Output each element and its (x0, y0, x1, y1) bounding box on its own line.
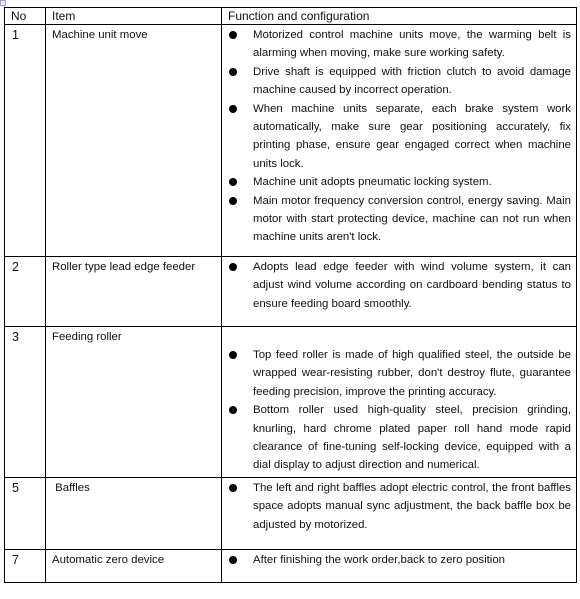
function-bullet: Machine unit adopts pneumatic locking system. (228, 173, 571, 191)
table-row (5, 327, 577, 478)
function-bullet: Main motor frequency conversion control, energy saving. Main motor with start protecting device, machine can not run when machine units aren't lock. (228, 192, 571, 247)
function-bullet: The left and right baffles adopt electric control, the front baffles space adopts manual sync adjustment, the back baffle box be adjusted by motorized. (228, 479, 571, 534)
header-function: Function and configuration (222, 8, 577, 25)
row-number: 3 (5, 327, 46, 478)
table-row (5, 25, 577, 257)
row-number: 7 (5, 550, 46, 583)
table-row (5, 550, 577, 583)
table-header-row (5, 8, 577, 25)
row-item: Feeding roller (46, 327, 222, 478)
header-no: No (5, 8, 46, 25)
row-item: Roller type lead edge feeder (46, 257, 222, 327)
row-functions (222, 478, 577, 550)
function-bullet: Motorized control machine units move, the warming belt is alarming when moving, make sure working safety. (228, 26, 571, 63)
function-bullet: Top feed roller is made of high qualified steel, the outside be wrapped wear-resisting rubber, don't destroy flute, guarantee feeding precision, improve the printing accuracy. (228, 346, 571, 401)
row-item: Automatic zero device (46, 550, 222, 583)
table-row (5, 478, 577, 550)
function-bullet: Adopts lead edge feeder with wind volume system, it can adjust wind volume according on cardboard bending status to ensure feeding board smoothly. (228, 258, 571, 313)
function-bullet: Bottom roller used high-quality steel, precision grinding, knurling, hard chrome plated paper roll hand mode rapid clearance of fine-tuning self-locking device, equipped with a dial display to adjust direction and numerical. (228, 401, 571, 475)
function-bullet: After finishing the work order,back to zero position (228, 551, 571, 569)
row-item: Machine unit move (46, 25, 222, 257)
header-item: Item (46, 8, 222, 25)
row-functions (222, 327, 577, 478)
row-item: Baffles (46, 478, 222, 550)
table-row (5, 257, 577, 327)
row-number: 1 (5, 25, 46, 257)
function-configuration-table (4, 7, 577, 583)
row-functions (222, 550, 577, 583)
row-functions (222, 257, 577, 327)
corner-image-placeholder-icon (0, 0, 6, 6)
function-bullet: When machine units separate, each brake system work automatically, make sure gear positioning accurately, fix printing phase, ensure gear engaged correct when machine units lock. (228, 100, 571, 174)
function-bullet: Drive shaft is equipped with friction clutch to avoid damage machine caused by incorrect operation. (228, 63, 571, 100)
row-number: 5 (5, 478, 46, 550)
row-functions (222, 25, 577, 257)
row-number: 2 (5, 257, 46, 327)
